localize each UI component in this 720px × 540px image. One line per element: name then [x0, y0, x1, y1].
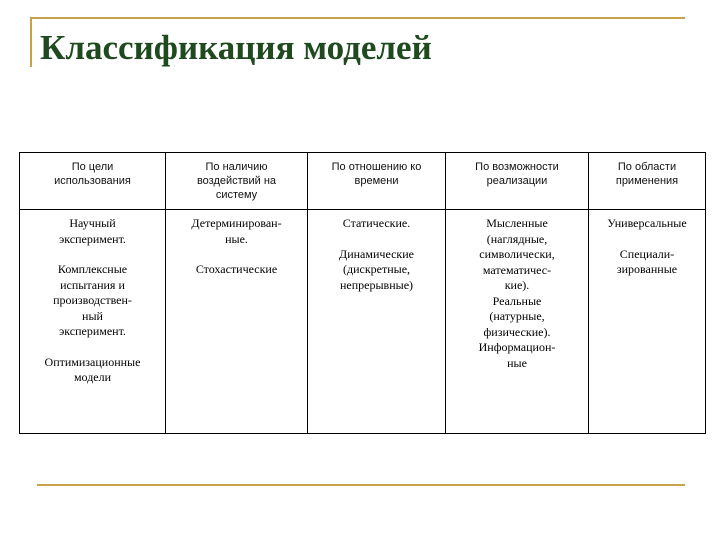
cell-line: Детерминирован- — [191, 216, 282, 230]
header-line: По наличию — [205, 161, 268, 173]
header-line: использования — [54, 175, 131, 187]
cell-line: зированные — [616, 262, 678, 276]
cell-line: (наглядные, — [486, 231, 548, 246]
table-body-row — [20, 210, 706, 434]
cell-line: производствен- — [53, 293, 132, 307]
cell-purpose — [20, 210, 166, 434]
header-purpose — [20, 153, 166, 210]
header-line: времени — [354, 175, 399, 187]
cell-line: Оптимизационные — [44, 354, 141, 369]
classification-table — [19, 152, 706, 434]
slide-title: Классификация моделей — [40, 28, 432, 67]
cell-line: ный — [82, 308, 103, 323]
header-line: систему — [215, 189, 258, 201]
cell-line: ные. — [225, 231, 248, 246]
header-time — [308, 153, 446, 210]
header-line: реализации — [486, 175, 548, 187]
cell-line: Реальные — [492, 293, 542, 308]
header-implementation — [446, 153, 589, 210]
cell-line: Комплексные — [57, 262, 128, 276]
header-impact — [166, 153, 308, 210]
cell-line: ные — [507, 355, 527, 370]
cell-line: Статические. — [342, 216, 411, 230]
cell-scope — [589, 210, 706, 434]
cell-line: физические). — [483, 324, 551, 339]
top-decorative-line — [30, 17, 685, 19]
cell-line: Динамические — [339, 246, 414, 261]
cell-time — [308, 210, 446, 434]
cell-line: эксперимент. — [59, 324, 126, 338]
cell-line: Научный — [69, 216, 116, 230]
cell-line: эксперимент. — [59, 231, 126, 246]
cell-line: непрерывные) — [339, 277, 414, 292]
cell-line: испытания и — [60, 277, 125, 292]
cell-implementation — [446, 210, 589, 434]
header-line: По возможности — [475, 161, 559, 173]
cell-line: кие). — [504, 278, 530, 292]
cell-line: Мысленные — [486, 216, 548, 230]
cell-line: Специали- — [619, 246, 675, 261]
header-line: По цели — [71, 161, 114, 173]
cell-line: Информацион- — [478, 340, 556, 354]
left-decorative-line — [30, 17, 32, 67]
header-line: По области — [617, 161, 677, 173]
cell-line: Универсальные — [607, 216, 687, 230]
bottom-decorative-line — [37, 484, 685, 486]
cell-impact — [166, 210, 308, 434]
cell-line: символически, — [479, 247, 555, 261]
cell-line: модели — [73, 370, 112, 384]
cell-line: математичес- — [482, 262, 552, 277]
cell-line: (дискретные, — [342, 262, 411, 276]
header-scope — [589, 153, 706, 210]
cell-line: (натурные, — [489, 309, 545, 323]
table-header-row — [20, 153, 706, 210]
header-line: воздействий на — [196, 175, 277, 187]
cell-line: Стохастические — [195, 262, 278, 276]
header-line: применения — [615, 175, 679, 187]
header-line: По отношению ко — [331, 161, 422, 173]
